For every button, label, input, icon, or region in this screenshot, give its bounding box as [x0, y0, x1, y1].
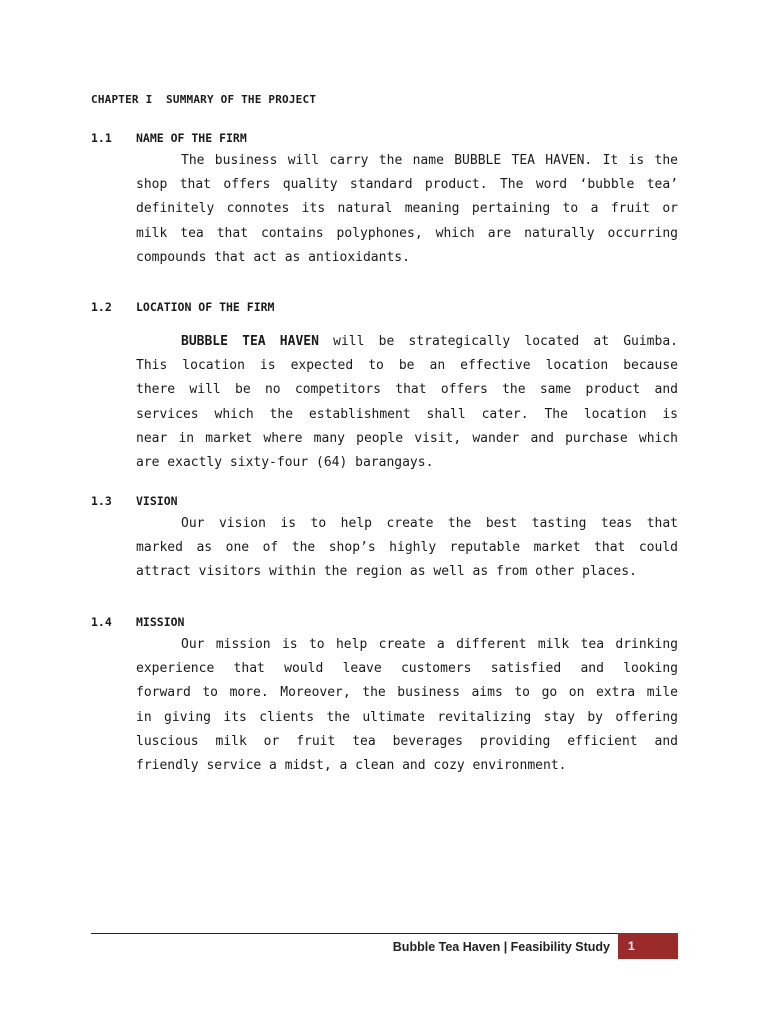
- section-title: LOCATION OF THE FIRM: [136, 300, 275, 314]
- paragraph-line: forward to more. Moreover, the business aims to go on extra mile: [136, 685, 678, 701]
- paragraph-line: attract visitors within the region as well as from other places.: [136, 564, 637, 580]
- paragraph-line: This location is expected to be an effective location because: [136, 358, 678, 374]
- paragraph-line: experience that would leave customers satisfied and looking: [136, 661, 678, 677]
- paragraph-line: shop that offers quality standard product. The word ‘bubble tea’: [136, 177, 678, 193]
- paragraph-line: there will be no competitors that offers the same product and: [136, 382, 678, 398]
- section-paragraph: [136, 330, 678, 475]
- section-paragraph: [136, 512, 678, 585]
- paragraph-line: are exactly sixty-four (64) barangays.: [136, 455, 434, 471]
- section-name-of-firm: [91, 129, 679, 270]
- footer-title: Bubble Tea Haven | Feasibility Study: [392, 940, 610, 954]
- section-heading: [91, 298, 679, 316]
- section-mission: [91, 613, 679, 778]
- section-heading: [91, 129, 679, 147]
- firm-name-bold: BUBBLE TEA HAVEN: [181, 334, 319, 349]
- section-paragraph: [136, 633, 678, 778]
- section-title: MISSION: [136, 615, 185, 629]
- paragraph-line: marked as one of the shop’s highly reputable market that could: [136, 540, 678, 556]
- section-title: VISION: [136, 494, 178, 508]
- paragraph-line: The business will carry the name BUBBLE TEA HAVEN. It is the: [181, 153, 678, 168]
- section-number: 1.2: [91, 300, 112, 314]
- paragraph-line: definitely connotes its natural meaning pertaining to a fruit or: [136, 201, 678, 217]
- page-number-badge: 1: [618, 933, 678, 959]
- chapter-heading: CHAPTER I SUMMARY OF THE PROJECT: [91, 93, 317, 106]
- paragraph-line: milk tea that contains polyphones, which are naturally occurring: [136, 225, 678, 241]
- paragraph-line: BUBBLE TEA HAVEN will be strategically located at Guimba.: [181, 334, 678, 349]
- paragraph-line: Our vision is to help create the best tasting teas that: [181, 516, 678, 531]
- paragraph-line: near in market where many people visit, wander and purchase which: [136, 430, 678, 446]
- section-heading: [91, 492, 679, 510]
- section-vision: [91, 492, 679, 585]
- section-number: 1.1: [91, 131, 112, 145]
- section-number: 1.3: [91, 494, 112, 508]
- paragraph-line: services which the establishment shall cater. The location is: [136, 406, 678, 422]
- section-heading: [91, 613, 679, 631]
- paragraph-line: friendly service a midst, a clean and cozy environment.: [136, 758, 567, 774]
- section-number: 1.4: [91, 615, 112, 629]
- section-location-of-firm: [91, 298, 679, 475]
- footer-divider: [91, 933, 678, 934]
- section-paragraph: [136, 149, 678, 270]
- section-title: NAME OF THE FIRM: [136, 131, 247, 145]
- paragraph-line: Our mission is to help create a different milk tea drinking: [181, 637, 678, 652]
- paragraph-line: compounds that act as antioxidants.: [136, 249, 410, 265]
- paragraph-line: in giving its clients the ultimate revitalizing stay by offering: [136, 709, 678, 725]
- paragraph-line: luscious milk or fruit tea beverages providing efficient and: [136, 733, 678, 749]
